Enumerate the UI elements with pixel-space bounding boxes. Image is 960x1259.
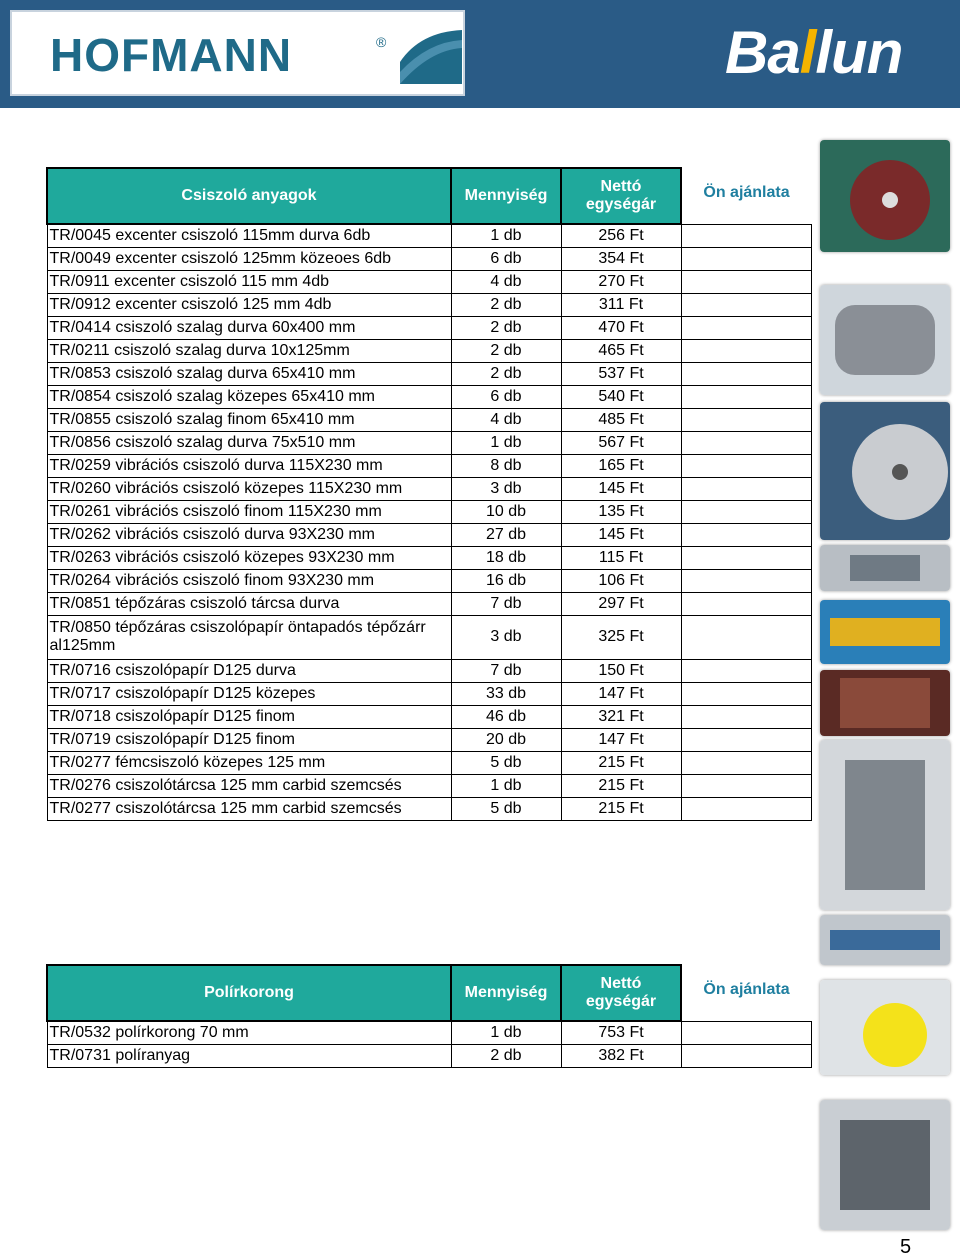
table-csiszolo-anyagok bbox=[46, 167, 812, 821]
cell-product-name: TR/0260 vibrációs csiszoló közepes 115X230 mm bbox=[47, 477, 451, 500]
table-row bbox=[47, 224, 811, 247]
cell-quantity: 7 db bbox=[451, 592, 561, 615]
cell-quantity: 6 db bbox=[451, 247, 561, 270]
cell-product-name: TR/0262 vibrációs csiszoló durva 93X230 mm bbox=[47, 523, 451, 546]
cell-product-name: TR/0719 csiszolópapír D125 finom bbox=[47, 728, 451, 751]
cell-unit-price: 567 Ft bbox=[561, 431, 681, 454]
product-image-polishing-pad bbox=[820, 980, 950, 1075]
cell-offer[interactable] bbox=[681, 477, 811, 500]
cell-quantity: 3 db bbox=[451, 477, 561, 500]
table-row bbox=[47, 316, 811, 339]
header-bar bbox=[0, 0, 960, 108]
cell-quantity: 20 db bbox=[451, 728, 561, 751]
cell-product-name: TR/0855 csiszoló szalag finom 65x410 mm bbox=[47, 408, 451, 431]
cell-product-name: TR/0853 csiszoló szalag durva 65x410 mm bbox=[47, 362, 451, 385]
cell-unit-price: 145 Ft bbox=[561, 523, 681, 546]
cell-quantity: 27 db bbox=[451, 523, 561, 546]
cell-unit-price: 465 Ft bbox=[561, 339, 681, 362]
cell-offer[interactable] bbox=[681, 774, 811, 797]
table-row bbox=[47, 500, 811, 523]
cell-quantity: 7 db bbox=[451, 659, 561, 682]
hofmann-logo bbox=[10, 10, 465, 96]
cell-product-name: TR/0716 csiszolópapír D125 durva bbox=[47, 659, 451, 682]
cell-product-name: TR/0259 vibrációs csiszoló durva 115X230 mm bbox=[47, 454, 451, 477]
col-header-price: Nettó egységár bbox=[561, 168, 681, 224]
cell-quantity: 16 db bbox=[451, 569, 561, 592]
cell-product-name: TR/0276 csiszolótárcsa 125 mm carbid szemcsés bbox=[47, 774, 451, 797]
cell-offer[interactable] bbox=[681, 728, 811, 751]
cell-offer[interactable] bbox=[681, 247, 811, 270]
cell-product-name: TR/0854 csiszoló szalag közepes 65x410 mm bbox=[47, 385, 451, 408]
table-row bbox=[47, 682, 811, 705]
product-image-bits bbox=[820, 600, 950, 664]
table-row bbox=[47, 477, 811, 500]
col-header-name: Csiszoló anyagok bbox=[47, 168, 451, 224]
cell-quantity: 1 db bbox=[451, 1021, 561, 1044]
cell-offer[interactable] bbox=[681, 362, 811, 385]
product-image-sanding-disc bbox=[820, 140, 950, 252]
ballun-logo-part1: Ba bbox=[725, 19, 800, 86]
cell-product-name: TR/0261 vibrációs csiszoló finom 115X230 mm bbox=[47, 500, 451, 523]
cell-product-name: TR/0912 excenter csiszoló 125 mm 4db bbox=[47, 293, 451, 316]
ballun-logo bbox=[725, 18, 902, 87]
cell-quantity: 1 db bbox=[451, 774, 561, 797]
cell-product-name: TR/0731 políranyag bbox=[47, 1044, 451, 1067]
product-image-blade-disc bbox=[820, 402, 950, 540]
product-image-sanding-belt bbox=[820, 285, 950, 395]
cell-offer[interactable] bbox=[681, 592, 811, 615]
cell-unit-price: 147 Ft bbox=[561, 728, 681, 751]
table-row bbox=[47, 408, 811, 431]
product-image-polishing-kit bbox=[820, 1100, 950, 1230]
table-row bbox=[47, 523, 811, 546]
table-row bbox=[47, 293, 811, 316]
cell-unit-price: 485 Ft bbox=[561, 408, 681, 431]
table-body bbox=[47, 224, 811, 820]
cell-product-name: TR/0911 excenter csiszoló 115 mm 4db bbox=[47, 270, 451, 293]
cell-quantity: 1 db bbox=[451, 224, 561, 247]
cell-quantity: 3 db bbox=[451, 615, 561, 659]
cell-product-name: TR/0264 vibrációs csiszoló finom 93X230 mm bbox=[47, 569, 451, 592]
cell-quantity: 10 db bbox=[451, 500, 561, 523]
table-row bbox=[47, 339, 811, 362]
table-row bbox=[47, 615, 811, 659]
col-header-price: Nettó egységár bbox=[561, 965, 681, 1021]
col-header-qty: Mennyiség bbox=[451, 168, 561, 224]
cell-quantity: 5 db bbox=[451, 751, 561, 774]
cell-unit-price: 470 Ft bbox=[561, 316, 681, 339]
cell-unit-price: 165 Ft bbox=[561, 454, 681, 477]
cell-quantity: 6 db bbox=[451, 385, 561, 408]
table-row bbox=[47, 270, 811, 293]
cell-product-name: TR/0718 csiszolópapír D125 finom bbox=[47, 705, 451, 728]
cell-unit-price: 325 Ft bbox=[561, 615, 681, 659]
cell-offer[interactable] bbox=[681, 385, 811, 408]
table-header-row bbox=[47, 168, 811, 224]
product-image-jigsaw-blades bbox=[820, 915, 950, 965]
product-image-drill-set bbox=[820, 740, 950, 910]
cell-quantity: 33 db bbox=[451, 682, 561, 705]
cell-unit-price: 106 Ft bbox=[561, 569, 681, 592]
cell-unit-price: 215 Ft bbox=[561, 797, 681, 820]
cell-product-name: TR/0045 excenter csiszoló 115mm durva 6db bbox=[47, 224, 451, 247]
table-row bbox=[47, 728, 811, 751]
cell-offer[interactable] bbox=[681, 270, 811, 293]
cell-offer[interactable] bbox=[681, 431, 811, 454]
cell-offer[interactable] bbox=[681, 293, 811, 316]
registered-mark: ® bbox=[376, 34, 387, 50]
table-row bbox=[47, 247, 811, 270]
cell-offer[interactable] bbox=[681, 224, 811, 247]
table-polirkorong bbox=[46, 964, 812, 1068]
table-row bbox=[47, 705, 811, 728]
col-header-qty: Mennyiség bbox=[451, 965, 561, 1021]
cell-product-name: TR/0263 vibrációs csiszoló közepes 93X230 mm bbox=[47, 546, 451, 569]
cell-offer[interactable] bbox=[681, 339, 811, 362]
cell-quantity: 2 db bbox=[451, 316, 561, 339]
cell-unit-price: 537 Ft bbox=[561, 362, 681, 385]
product-thumbnails bbox=[820, 140, 950, 1250]
hofmann-mark-icon bbox=[400, 22, 462, 84]
cell-quantity: 8 db bbox=[451, 454, 561, 477]
cell-unit-price: 256 Ft bbox=[561, 224, 681, 247]
table-row bbox=[47, 431, 811, 454]
cell-quantity: 2 db bbox=[451, 293, 561, 316]
table-row bbox=[47, 1021, 811, 1044]
cell-unit-price: 311 Ft bbox=[561, 293, 681, 316]
cell-unit-price: 215 Ft bbox=[561, 774, 681, 797]
cell-offer[interactable] bbox=[681, 751, 811, 774]
cell-product-name: TR/0414 csiszoló szalag durva 60x400 mm bbox=[47, 316, 451, 339]
cell-unit-price: 215 Ft bbox=[561, 751, 681, 774]
cell-unit-price: 354 Ft bbox=[561, 247, 681, 270]
cell-offer[interactable] bbox=[681, 797, 811, 820]
cell-product-name: TR/0049 excenter csiszoló 125mm közeoes 6db bbox=[47, 247, 451, 270]
table-row bbox=[47, 659, 811, 682]
cell-product-name: TR/0851 tépőzáras csiszoló tárcsa durva bbox=[47, 592, 451, 615]
cell-offer[interactable] bbox=[681, 523, 811, 546]
ballun-logo-part2: l bbox=[799, 19, 816, 86]
table-row bbox=[47, 385, 811, 408]
table-row bbox=[47, 774, 811, 797]
cell-offer[interactable] bbox=[681, 500, 811, 523]
cell-offer[interactable] bbox=[681, 454, 811, 477]
hofmann-logo-text: HOFMANN bbox=[50, 29, 293, 81]
cell-unit-price: 135 Ft bbox=[561, 500, 681, 523]
table-row bbox=[47, 546, 811, 569]
cell-quantity: 4 db bbox=[451, 408, 561, 431]
col-header-name: Polírkorong bbox=[47, 965, 451, 1021]
cell-quantity: 46 db bbox=[451, 705, 561, 728]
cell-unit-price: 115 Ft bbox=[561, 546, 681, 569]
table-row bbox=[47, 592, 811, 615]
table-body bbox=[47, 1021, 811, 1067]
cell-product-name: TR/0211 csiszoló szalag durva 10x125mm bbox=[47, 339, 451, 362]
page-number: 5 bbox=[900, 1236, 912, 1258]
cell-unit-price: 145 Ft bbox=[561, 477, 681, 500]
cell-quantity: 2 db bbox=[451, 362, 561, 385]
ballun-logo-part3: lun bbox=[815, 19, 903, 86]
table-row bbox=[47, 362, 811, 385]
cell-product-name: TR/0277 csiszolótárcsa 125 mm carbid szemcsés bbox=[47, 797, 451, 820]
cell-quantity: 18 db bbox=[451, 546, 561, 569]
cell-offer[interactable] bbox=[681, 659, 811, 682]
cell-quantity: 2 db bbox=[451, 339, 561, 362]
cell-offer[interactable] bbox=[681, 316, 811, 339]
cell-unit-price: 382 Ft bbox=[561, 1044, 681, 1067]
table-row bbox=[47, 569, 811, 592]
table-header-row bbox=[47, 965, 811, 1021]
col-header-offer: Ön ajánlata bbox=[681, 168, 811, 224]
cell-product-name: TR/0717 csiszolópapír D125 közepes bbox=[47, 682, 451, 705]
cell-product-name: TR/0277 fémcsiszoló közepes 125 mm bbox=[47, 751, 451, 774]
cell-offer[interactable] bbox=[681, 1021, 811, 1044]
cell-unit-price: 150 Ft bbox=[561, 659, 681, 682]
cell-quantity: 2 db bbox=[451, 1044, 561, 1067]
cell-offer[interactable] bbox=[681, 546, 811, 569]
cell-offer[interactable] bbox=[681, 682, 811, 705]
cell-offer[interactable] bbox=[681, 615, 811, 659]
cell-unit-price: 540 Ft bbox=[561, 385, 681, 408]
cell-unit-price: 270 Ft bbox=[561, 270, 681, 293]
table-row bbox=[47, 751, 811, 774]
cell-offer[interactable] bbox=[681, 569, 811, 592]
col-header-offer: Ön ajánlata bbox=[681, 965, 811, 1021]
cell-quantity: 1 db bbox=[451, 431, 561, 454]
cell-product-name: TR/0850 tépőzáras csiszolópapír öntapadós tépőzárr al125mm bbox=[47, 615, 451, 659]
cell-offer[interactable] bbox=[681, 705, 811, 728]
cell-unit-price: 321 Ft bbox=[561, 705, 681, 728]
cell-product-name: TR/0532 polírkorong 70 mm bbox=[47, 1021, 451, 1044]
cell-quantity: 4 db bbox=[451, 270, 561, 293]
product-image-sandpaper-roll bbox=[820, 670, 950, 736]
cell-unit-price: 297 Ft bbox=[561, 592, 681, 615]
cell-unit-price: 753 Ft bbox=[561, 1021, 681, 1044]
cell-quantity: 5 db bbox=[451, 797, 561, 820]
cell-offer[interactable] bbox=[681, 408, 811, 431]
table-row bbox=[47, 1044, 811, 1067]
cell-unit-price: 147 Ft bbox=[561, 682, 681, 705]
cell-product-name: TR/0856 csiszoló szalag durva 75x510 mm bbox=[47, 431, 451, 454]
table-row bbox=[47, 797, 811, 820]
cell-offer[interactable] bbox=[681, 1044, 811, 1067]
product-image-pack bbox=[820, 545, 950, 591]
table-row bbox=[47, 454, 811, 477]
